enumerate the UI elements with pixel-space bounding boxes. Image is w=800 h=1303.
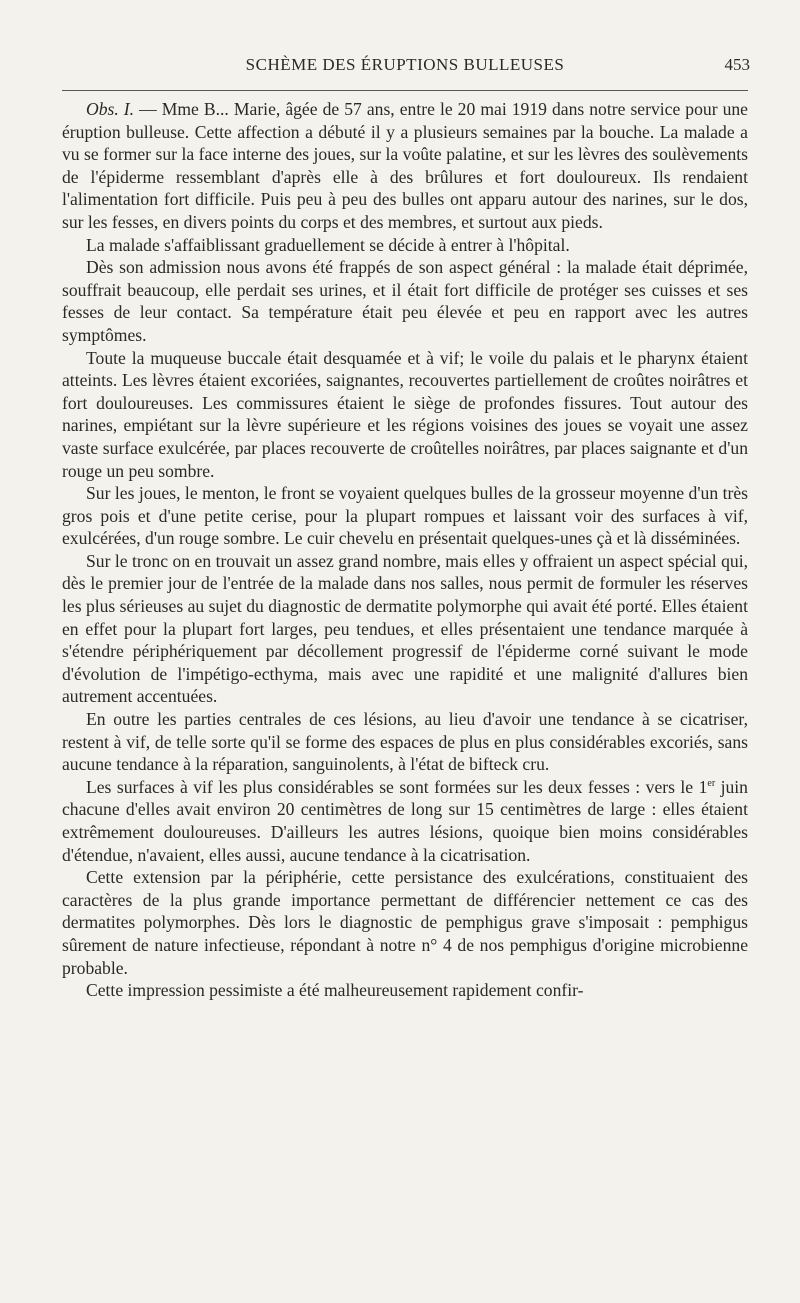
- observation-text: [62, 98, 748, 1002]
- paragraph-1-text: — Mme B... Marie, âgée de 57 ans, entre le 20 mai 1919 dans notre service pour une éruption bulleuse. Cette affection a débuté il y a plusieurs semaines par la bouche. La malade a vu se former sur la face interne des joues, sur la voûte palatine, et sur les lèvres des soulèvements de l'épiderme ressemblant d'après elle à des brûlures et fort douloureux. Ils rendaient l'alimentation fort difficile. Puis peu à peu des bulles ont apparu autour des narines, sur le dos, sur les fesses, en divers points du corps et des membres, et surtout aux pieds.: [62, 99, 748, 232]
- running-title: SCHÈME DES ÉRUPTIONS BULLEUSES: [245, 55, 565, 74]
- paragraph-1: [62, 98, 748, 234]
- paragraph-8-text-c: D'ailleurs les autres lésions, quoique bien moins considérables d'étendue, n'avaient, elles aussi, aucune tendance à la cicatrisation.: [62, 822, 748, 865]
- paragraph-2: La malade s'affaiblissant graduellement se décide à entrer à l'hôpital.: [86, 234, 570, 255]
- paragraph-6: Sur le tronc on en trouvait un assez grand nombre, mais elles y offraient un aspect spécial qui, dès le premier jour de l'entrée de la malade dans nos salles, nous permit de formuler les réserves les plus sérieuses au sujet du diagnostic de dermatite polymorphe qui avait été porté. Elles étaient en effet pour la plupart fort larges, peu tendues, et elles présentaient une tendance marquée à s'étendre périphériquement par décollement progressif de l'épiderme corné suivant le mode d'évolution de l'impétigo-ecthyma, mais avec une rapidité et une malignité d'allures bien autrement accentuées.: [62, 550, 748, 707]
- page-number: 453: [724, 55, 750, 74]
- paragraph-8-text-a: Les surfaces à vif les plus considérables se sont formées sur les deux fesses : vers le 1: [86, 776, 708, 797]
- paragraph-8: [62, 776, 748, 866]
- header-rule: [62, 90, 748, 91]
- paragraph-9: Cette extension par la périphérie, cette persistance des exulcérations, constituaient des caractères de la plus grande importance permettant de différencier nettement ce cas des dermatites polymorphes. Dès lors le diagnostic de pemphigus grave s'imposait : pemphigus sûrement de nature infectieuse, répondant à notre n° 4 de nos pemphigus d'origine microbienne probable.: [62, 867, 748, 978]
- paragraph-3: Dès son admission nous avons été frappés de son aspect général : la malade était déprimée, souffrait beaucoup, elle perdait ses urines, et il était fort difficile de protéger ses cuisses et ses fesses de leur contact. Sa température était peu élevée et peu en rapport avec les autres symptômes.: [62, 257, 748, 345]
- paragraph-10: Cette impression pessimiste a été malheureusement rapidement confir-: [86, 980, 584, 1001]
- paragraph-5: Sur les joues, le menton, le front se voyaient quelques bulles de la grosseur moyenne d'un très gros pois et d'une petite cerise, pour la plupart rompues et laissant voir des surfaces à vif, exulcérées, d'un rouge sombre. Le cuir chevelu en présentait quelques-unes çà et là disséminées.: [62, 483, 748, 549]
- paragraph-7: En outre les parties centrales de ces lésions, au lieu d'avoir une tendance à se cicatriser, restent à vif, de telle sorte qu'il se forme des espaces de plus en plus considérables excoriés, sans aucune tendance à la réparation, sanguinolents, à l'état de bifteck cru.: [62, 709, 748, 775]
- paragraph-4: Toute la muqueuse buccale était desquamée et à vif; le voile du palais et le pharynx étaient atteints. Les lèvres étaient excoriées, saignantes, recouvertes partiellement de croûtes noirâtres et fort douloureuses. Les commissures étaient le siège de profondes fissures. Tout autour des narines, empiétant sur la lèvre supérieure et les régions voisines des joues se voyait une assez vaste surface exulcérée, par places recouverte de croûtelles noirâtres, par places saignante et d'un rouge un peu sombre.: [62, 347, 748, 481]
- ordinal-superscript: er: [707, 777, 716, 789]
- page-header: [60, 55, 750, 81]
- paragraph-8-text-b: juin chacune d'elles avait environ 20 centimètres de long sur 15 centimètres de large : elles étaient extrêmement douloureuses.: [62, 776, 748, 842]
- observation-label: Obs. I.: [86, 99, 135, 119]
